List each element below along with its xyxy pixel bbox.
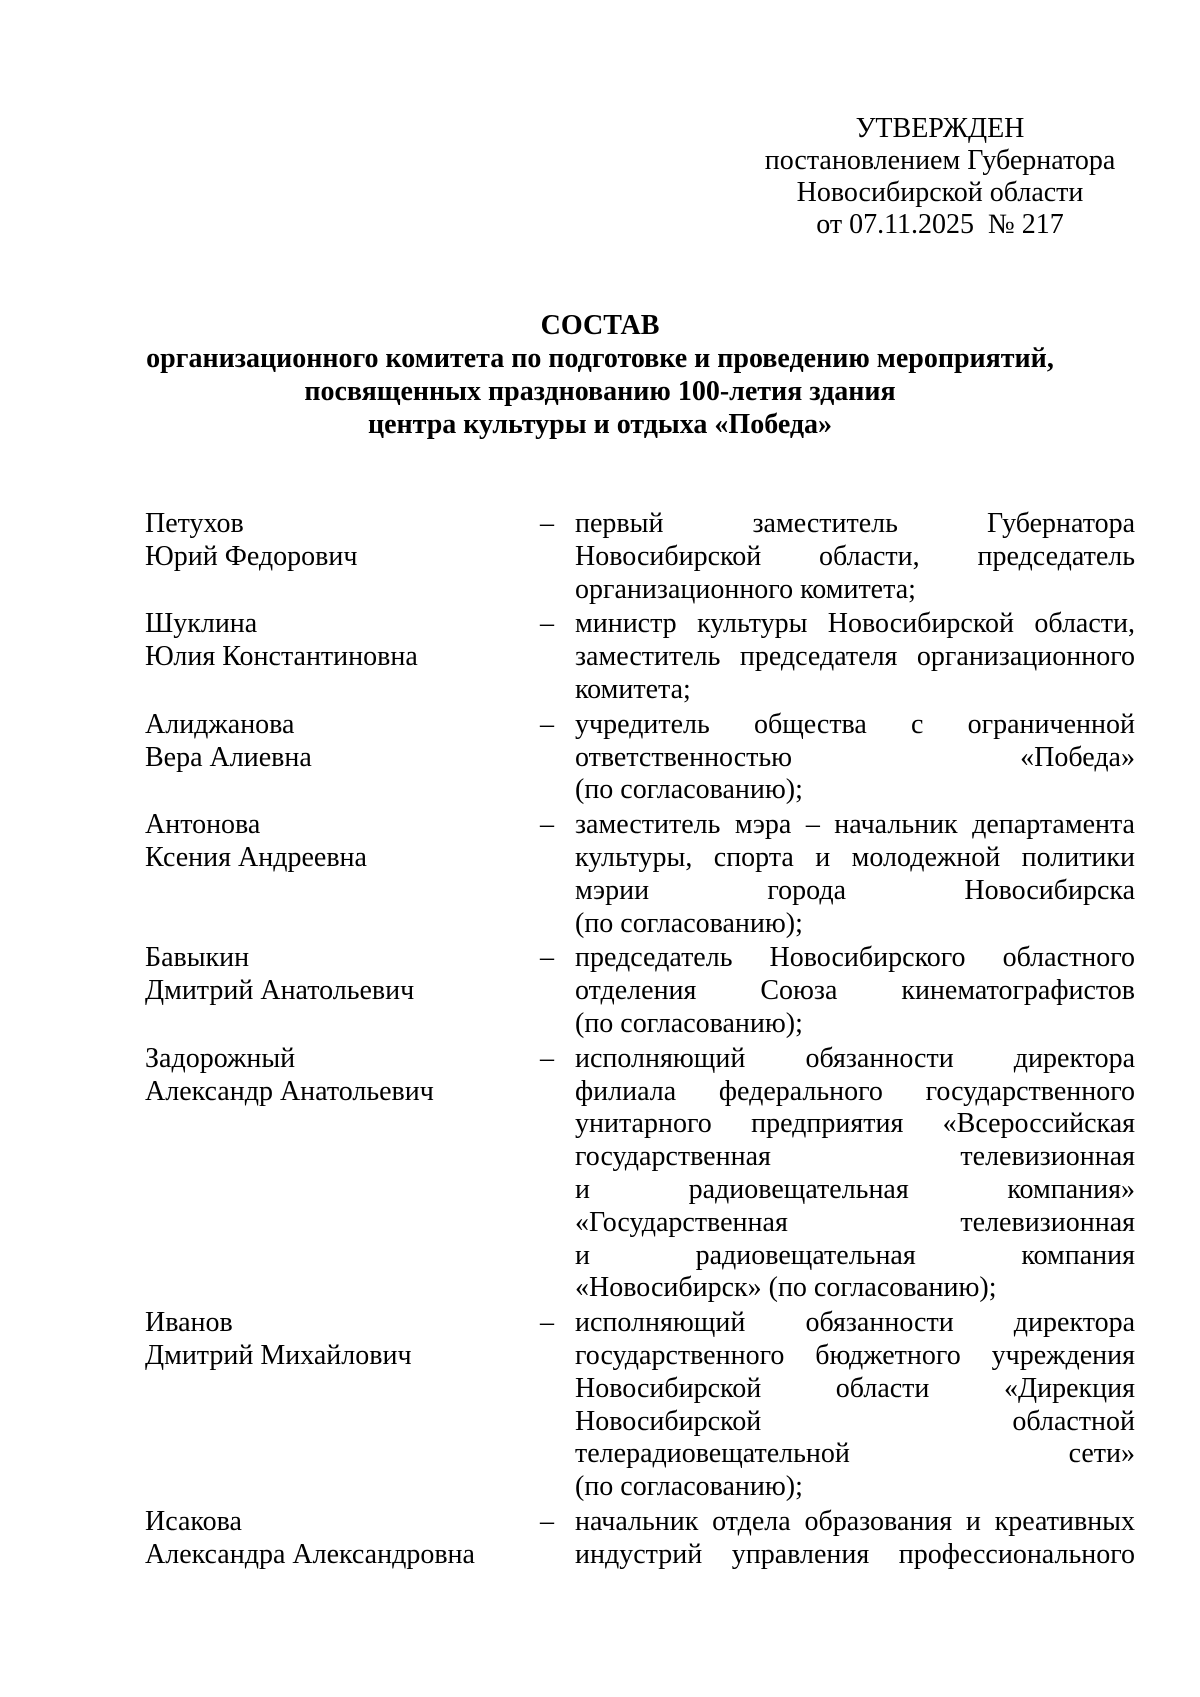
approval-stamp [760,113,1120,241]
member-given-name: Александра Александровна [145,1538,475,1570]
member-surname: Шуклина [145,608,258,640]
member-role-line: Новосибирской областной [575,1405,1135,1437]
member-role-line: председатель Новосибирского областного [575,942,1135,974]
member-role-line: учредитель общества с ограниченной [575,708,1135,740]
member-given-name: Дмитрий Анатольевич [145,975,415,1007]
member-role [575,1043,1135,1305]
member-name [145,1307,540,1504]
member-row [145,1043,1155,1305]
member-surname: Петухов [145,508,244,539]
members-list [145,508,1155,1574]
member-row [145,942,1155,1040]
member-given-name: Юлия Константиновна [145,641,418,673]
member-role-line: (по согласованию); [575,1007,803,1039]
member-role-line: организационного комитета; [575,573,916,605]
member-dash: – [540,508,554,539]
member-role [575,942,1135,1040]
member-role-line: телерадиовещательной сети» [575,1438,1135,1470]
member-role-line: исполняющий обязанности директора [575,1042,1135,1074]
member-role-line: первый заместитель Губернатора [575,508,1135,539]
member-role-line: заместитель мэра – начальник департамента [575,809,1135,841]
member-role-line: государственная телевизионная [575,1141,1135,1173]
member-role-line: «Новосибирск» (по согласованию); [575,1272,997,1304]
member-row [145,1506,1155,1572]
member-role [575,1506,1135,1572]
member-surname: Задорожный [145,1042,296,1074]
member-role-line: мэрии города Новосибирска [575,874,1135,906]
member-role-line: «Государственная телевизионная [575,1206,1135,1238]
member-dash: – [540,942,554,974]
member-given-name: Дмитрий Михайлович [145,1339,412,1371]
member-role-line: ответственностью «Победа» [575,741,1135,773]
member-dash: – [540,1505,554,1537]
member-role-line: культуры, спорта и молодежной политики [575,841,1135,873]
member-role-line: и радиовещательная компания [575,1239,1135,1271]
member-row [145,608,1155,706]
member-row [145,1307,1155,1504]
member-surname: Исакова [145,1505,242,1537]
member-role-line: индустрий управления профессионального [575,1538,1135,1570]
member-dash: – [540,608,554,640]
member-role-line: унитарного предприятия «Всероссийская [575,1108,1135,1140]
member-role-line: отделения Союза кинематографистов [575,975,1135,1007]
member-role-line: (по согласованию); [575,1471,803,1503]
member-name [145,942,540,1040]
title-line: посвященных празднованию 100-летия здания [304,376,896,407]
title-line: организационного комитета по подготовке и проведению мероприятий, [146,343,1054,374]
member-role-line: заместитель председателя организационного [575,641,1135,673]
member-row [145,809,1155,940]
member-row [145,709,1155,807]
member-role [575,709,1135,807]
member-role-line: государственного бюджетного учреждения [575,1339,1135,1371]
member-name [145,508,540,606]
document-title [0,309,1200,441]
member-role-line: филиала федерального государственного [575,1075,1135,1107]
member-role [575,508,1135,606]
member-role [575,608,1135,706]
member-dash: – [540,1042,554,1074]
member-role-line: начальник отдела образования и креативных [575,1505,1135,1537]
member-role-line: (по согласованию); [575,774,803,806]
approval-line: УТВЕРЖДЕН [855,113,1025,144]
member-role-line: исполняющий обязанности директора [575,1307,1135,1339]
member-role [575,1307,1135,1504]
approval-line: от 07.11.2025 № 217 [816,209,1064,240]
member-dash: – [540,809,554,841]
member-given-name: Юрий Федорович [145,540,358,572]
member-surname: Бавыкин [145,942,250,974]
title-line: центра культуры и отдыха «Победа» [367,409,833,440]
member-dash: – [540,708,554,740]
approval-line: постановлением Губернатора [764,145,1116,176]
member-surname: Иванов [145,1307,233,1339]
member-role [575,809,1135,940]
member-role-line: Новосибирской области «Дирекция [575,1372,1135,1404]
member-role-line: и радиовещательная компания» [575,1173,1135,1205]
member-role-line: министр культуры Новосибирской области, [575,608,1135,640]
member-given-name: Вера Алиевна [145,741,312,773]
member-name [145,1506,540,1572]
member-name [145,608,540,706]
member-name [145,709,540,807]
member-surname: Антонова [145,809,261,841]
member-given-name: Александр Анатольевич [145,1075,434,1107]
member-role-line: (по согласованию); [575,907,803,939]
member-role-line: комитета; [575,673,691,705]
approval-line: Новосибирской области [796,177,1084,208]
member-name [145,809,540,940]
member-dash: – [540,1307,554,1339]
member-row [145,508,1155,606]
member-given-name: Ксения Андреевна [145,841,367,873]
title-heading: СОСТАВ [540,310,660,341]
member-role-line: Новосибирской области, председатель [575,540,1135,572]
member-surname: Алиджанова [145,708,295,740]
member-name [145,1043,540,1305]
